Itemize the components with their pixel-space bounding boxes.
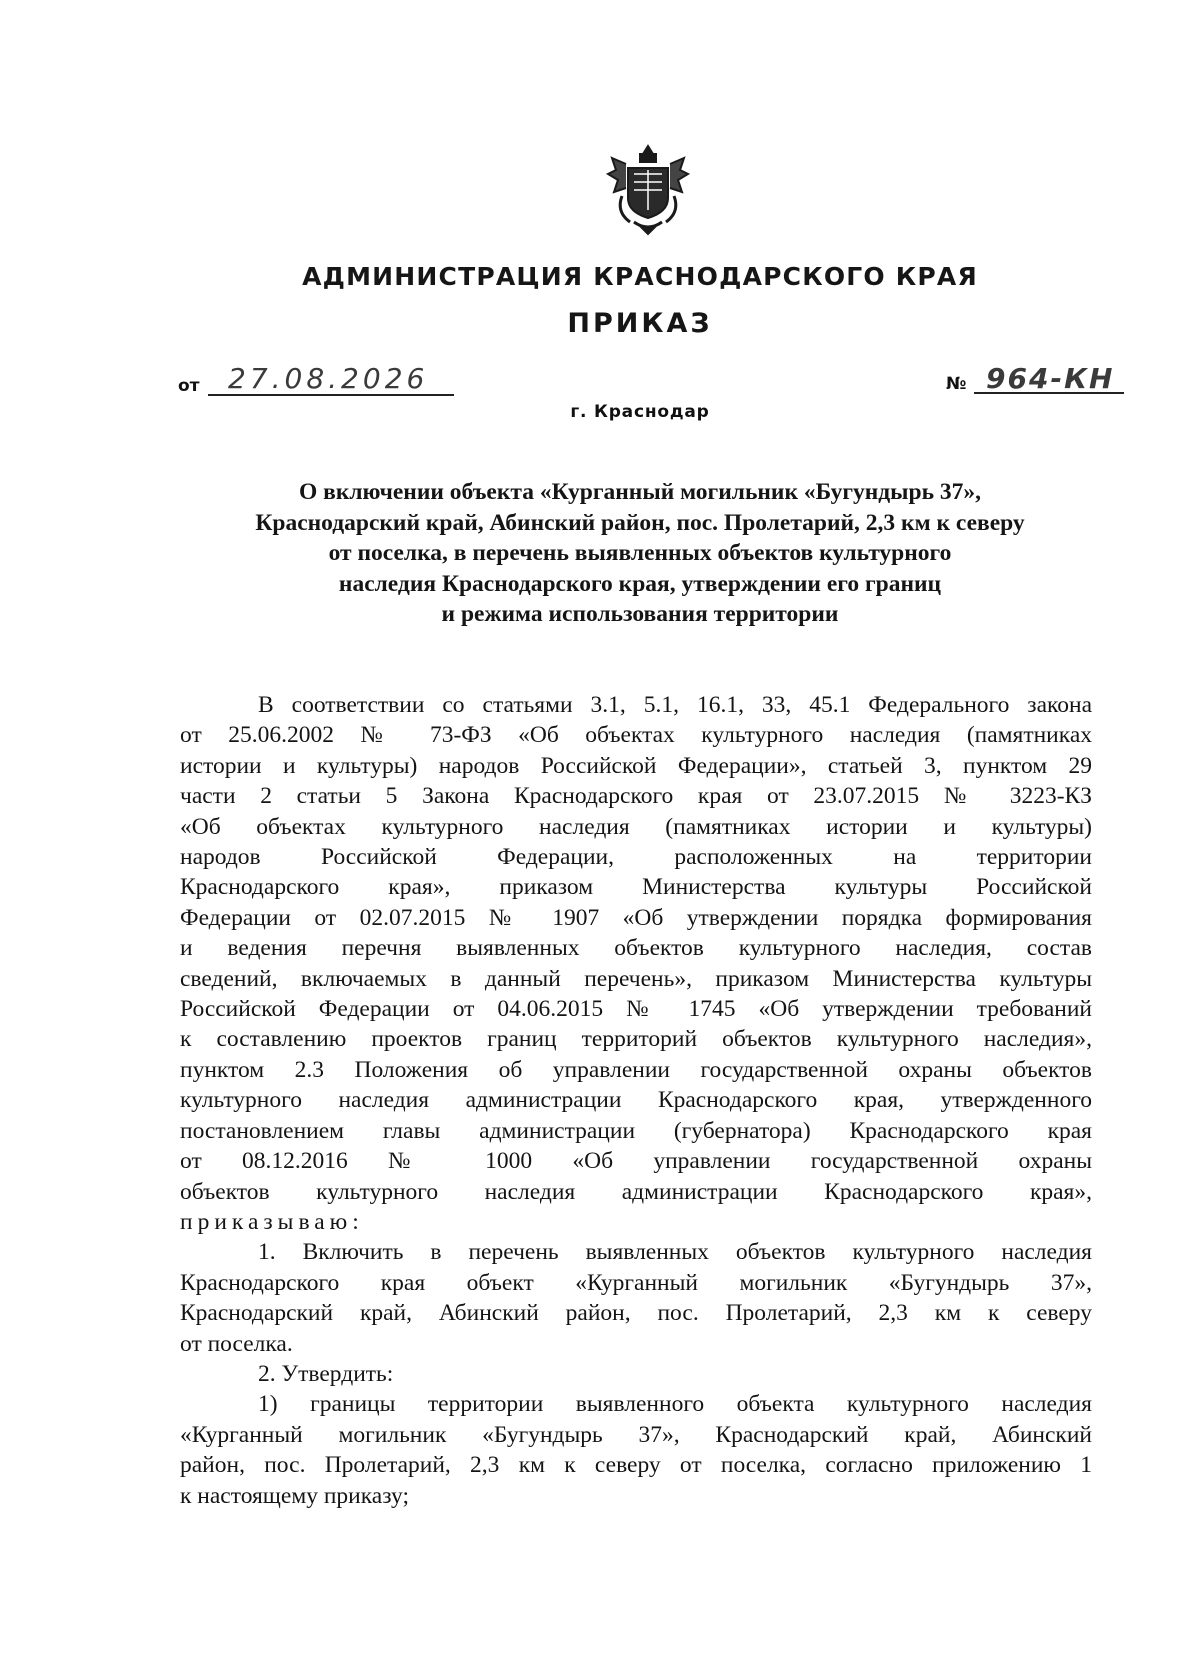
body-line: Российской Федерации от 04.06.2015 № 1745 «Об утверждении требований <box>180 996 1092 1023</box>
title-line: Краснодарский край, Абинский район, пос. Пролетарий, 2,3 км к северу <box>255 509 1025 536</box>
body-line: культурного наследия администрации Краснодарского края, утвержденного <box>180 1087 1092 1114</box>
date-prefix: от <box>178 376 200 396</box>
body-line: части 2 статьи 5 Закона Краснодарского края от 23.07.2015 № 3223-КЗ <box>180 783 1092 810</box>
document-body <box>180 690 1092 1511</box>
coat-of-arms-icon <box>604 142 692 238</box>
number-value: 964-КН <box>986 362 1115 395</box>
body-line: 2. Утвердить: <box>258 1360 394 1387</box>
city: г. Краснодар <box>570 402 710 422</box>
body-line: В соответствии со статьями 3.1, 5.1, 16.1, 33, 45.1 Федерального закона <box>258 692 1092 718</box>
body-line: Краснодарского края», приказом Министерства культуры Российской <box>180 874 1092 901</box>
body-line: постановлением главы администрации (губернатора) Краснодарского края <box>180 1117 1092 1144</box>
body-line: район, пос. Пролетарий, 2,3 км к северу от поселка, согласно приложению 1 <box>180 1452 1092 1479</box>
body-line: и ведения перечня выявленных объектов культурного наследия, состав <box>180 935 1092 962</box>
body-line: от 25.06.2002 № 73-ФЗ «Об объектах культурного наследия (памятниках <box>180 722 1092 749</box>
date-value: 27.08.2026 <box>228 362 429 395</box>
body-line: истории и культуры) народов Российской Федерации», статьей 3, пунктом 29 <box>180 752 1092 779</box>
body-line: Федерации от 02.07.2015 № 1907 «Об утверждении порядка формирования <box>180 904 1092 931</box>
document-title <box>160 477 1120 630</box>
body-line: 1) границы территории выявленного объекта культурного наследия <box>258 1391 1092 1418</box>
body-line: Краснодарского края объект «Курганный могильник «Бугундырь 37», <box>180 1269 1092 1296</box>
body-line: «Курганный могильник «Бугундырь 37», Краснодарский край, Абинский <box>180 1421 1092 1448</box>
body-line: сведений, включаемых в данный перечень», приказом Министерства культуры <box>180 965 1092 992</box>
document-type: ПРИКАЗ <box>567 308 713 339</box>
title-line: от поселка, в перечень выявленных объектов культурного <box>328 540 952 566</box>
order-verb: приказываю: <box>180 1208 364 1235</box>
title-line: О включении объекта «Курганный могильник «Бугундырь 37», <box>298 479 982 505</box>
body-line: «Об объектах культурного наследия (памятниках истории и культуры) <box>180 813 1092 840</box>
title-line: наследия Краснодарского края, утверждении его границ <box>338 570 942 597</box>
body-line: объектов культурного наследия администрации Краснодарского края», <box>180 1178 1092 1205</box>
body-line: от 08.12.2016 № 1000 «Об управлении государственной охраны <box>180 1148 1092 1175</box>
body-line: от поселка. <box>180 1330 293 1357</box>
organization-name: АДМИНИСТРАЦИЯ КРАСНОДАРСКОГО КРАЯ <box>302 262 978 291</box>
body-line: к настоящему приказу; <box>180 1482 409 1509</box>
number-prefix: № <box>946 374 967 394</box>
body-line: к составлению проектов границ территорий объектов культурного наследия», <box>180 1026 1092 1053</box>
body-line: Краснодарский край, Абинский район, пос. Пролетарий, 2,3 км к северу <box>180 1300 1092 1327</box>
body-line: народов Российской Федерации, расположенных на территории <box>180 844 1092 871</box>
body-line: 1. Включить в перечень выявленных объектов культурного наследия <box>258 1239 1092 1266</box>
title-line: и режима использования территории <box>441 601 839 627</box>
body-line: пунктом 2.3 Положения об управлении государственной охраны объектов <box>180 1056 1092 1083</box>
